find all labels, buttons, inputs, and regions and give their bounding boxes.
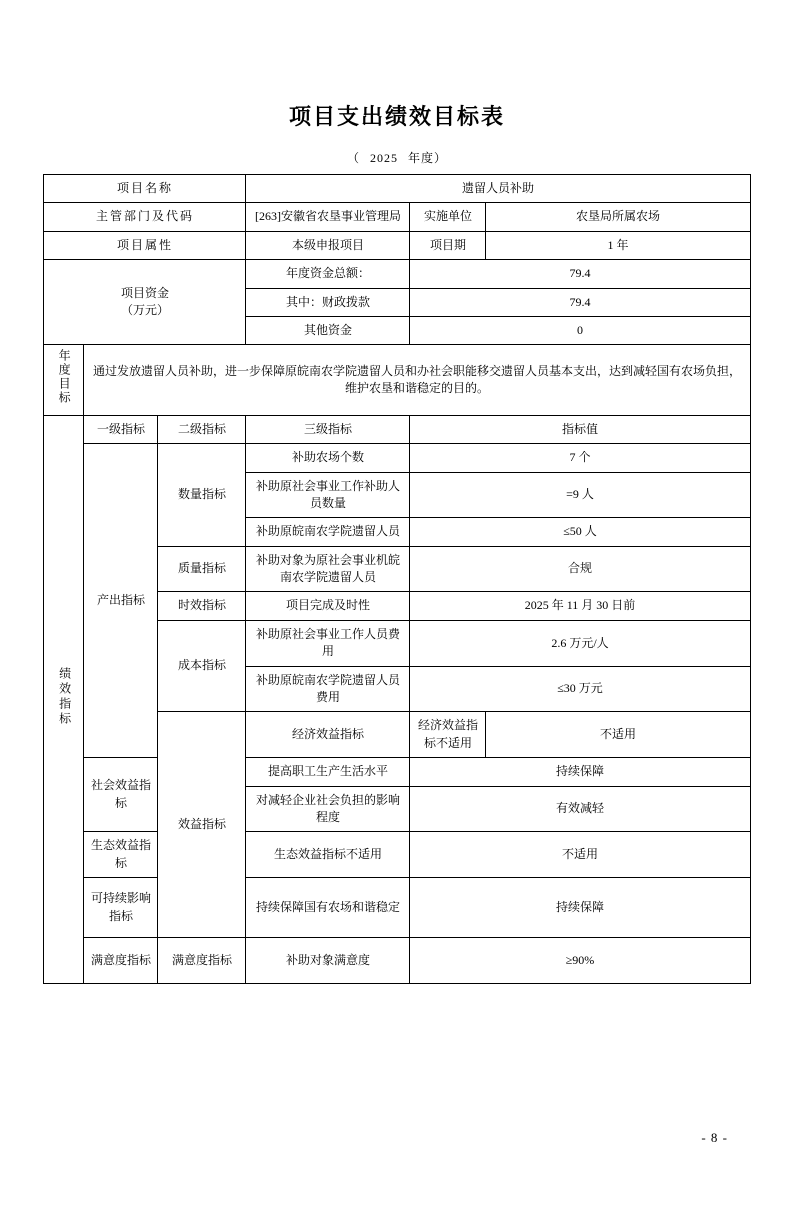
- year-suffix: 年度）: [408, 151, 448, 165]
- funds-total-label: 年度资金总额：: [246, 260, 410, 288]
- funds-fiscal-value: 79.4: [410, 288, 750, 316]
- document-page: [0, 100, 794, 1223]
- year-value: 2025: [370, 151, 398, 165]
- level1-benefit: 效益指标: [158, 712, 246, 938]
- table-row: [44, 832, 750, 878]
- fiscal-year-line: [0, 149, 794, 166]
- indicator-value: 7 个: [410, 444, 750, 472]
- indicator-value: 有效减轻: [410, 786, 750, 832]
- level2-economic: 经济效益指标: [246, 712, 410, 758]
- annual-goal-label: 年度目标: [44, 345, 84, 415]
- level3-label: 补助对象满意度: [246, 937, 410, 983]
- attribute-value: 本级申报项目: [246, 231, 410, 259]
- funds-label-line1: 项目资金: [120, 285, 169, 300]
- funds-label: [44, 260, 246, 345]
- level3-label: 提高职工生产生活水平: [246, 758, 410, 786]
- table-row: [44, 444, 750, 472]
- table-row-project-name: [44, 175, 750, 203]
- indicator-value: 2025 年 11 月 30 日前: [410, 592, 750, 620]
- period-value: 1 年: [486, 231, 750, 259]
- table-row-attribute: [44, 231, 750, 259]
- indicator-value: 持续保障: [410, 758, 750, 786]
- funds-other-label: 其他资金: [246, 316, 410, 344]
- table-row-department: [44, 203, 750, 231]
- level2-cost: 成本指标: [158, 620, 246, 712]
- indicator-value: ≤30 万元: [410, 666, 750, 712]
- indicator-value: ≤50 人: [410, 518, 750, 546]
- level3-label: 项目完成及时性: [246, 592, 410, 620]
- level2-timeliness: 时效指标: [158, 592, 246, 620]
- page-title: 项目支出绩效目标表: [288, 104, 505, 129]
- level3-label: 补助原皖南农学院遗留人员费用: [246, 666, 410, 712]
- annual-goal-text: 通过发放遗留人员补助，进一步保障原皖南农学院遗留人员和办社会职能移交遗留人员基本支出，达到减轻国有农场负担，维护农垦和谐稳定的目的。: [84, 345, 750, 415]
- col-header-level2: 二级指标: [158, 415, 246, 443]
- level2-quantity: 数量指标: [158, 444, 246, 547]
- level2-quality: 质量指标: [158, 546, 246, 592]
- level2-sustainable: 可持续影响指标: [84, 878, 158, 938]
- level3-label: 生态效益指标不适用: [246, 832, 410, 878]
- performance-indicator-side-label: 绩效指标: [44, 415, 84, 984]
- level3-label: 对减轻企业社会负担的影响程度: [246, 786, 410, 832]
- level3-label: 补助对象为原社会事业机皖南农学院遗留人员: [246, 546, 410, 592]
- table-row: [44, 937, 750, 983]
- page-number: - 8 -: [701, 1130, 728, 1145]
- level3-label: 经济效益指标不适用: [410, 712, 486, 758]
- col-header-level3: 三级指标: [246, 415, 410, 443]
- department-label: 主管部门及代码: [44, 203, 246, 231]
- level2-social: 社会效益指标: [84, 758, 158, 832]
- funds-other-value: 0: [410, 316, 750, 344]
- col-header-level1: 一级指标: [84, 415, 158, 443]
- attribute-label: 项目属性: [44, 231, 246, 259]
- unit-label: 实施单位: [410, 203, 486, 231]
- indicator-value: 合规: [410, 546, 750, 592]
- level3-label: 补助原皖南农学院遗留人员: [246, 518, 410, 546]
- unit-value: 农垦局所属农场: [486, 203, 750, 231]
- level2-satisfaction: 满意度指标: [158, 937, 246, 983]
- level3-label: 补助原社会事业工作人员费用: [246, 620, 410, 666]
- level3-label: 持续保障国有农场和谐稳定: [246, 878, 410, 938]
- col-header-value: 指标值: [410, 415, 750, 443]
- indicator-value: 不适用: [486, 712, 750, 758]
- level3-label: 补助农场个数: [246, 444, 410, 472]
- year-prefix: （: [346, 151, 360, 165]
- level1-output: 产出指标: [84, 444, 158, 758]
- project-name-value: 遗留人员补助: [246, 175, 750, 203]
- indicator-value: =9 人: [410, 472, 750, 518]
- funds-label-line2: （万元）: [120, 303, 169, 318]
- funds-fiscal-label: 其中：财政拨款: [246, 288, 410, 316]
- table-row: [44, 878, 750, 938]
- table-row-annual-goal: [44, 345, 750, 415]
- table-row-funds-total: [44, 260, 750, 288]
- indicator-value: 持续保障: [410, 878, 750, 938]
- indicator-value: 2.6 万元/人: [410, 620, 750, 666]
- level1-satisfaction: 满意度指标: [84, 937, 158, 983]
- indicator-value: ≥90%: [410, 937, 750, 983]
- period-label: 项目期: [410, 231, 486, 259]
- indicator-value: 不适用: [410, 832, 750, 878]
- table-row: [44, 758, 750, 786]
- level3-label: 补助原社会事业工作补助人员数量: [246, 472, 410, 518]
- performance-goal-table: [43, 174, 750, 984]
- table-row-indicator-header: [44, 415, 750, 443]
- project-name-label: 项目名称: [44, 175, 246, 203]
- level2-ecological: 生态效益指标: [84, 832, 158, 878]
- funds-total-value: 79.4: [410, 260, 750, 288]
- department-value: [263]安徽省农垦事业管理局: [246, 203, 410, 231]
